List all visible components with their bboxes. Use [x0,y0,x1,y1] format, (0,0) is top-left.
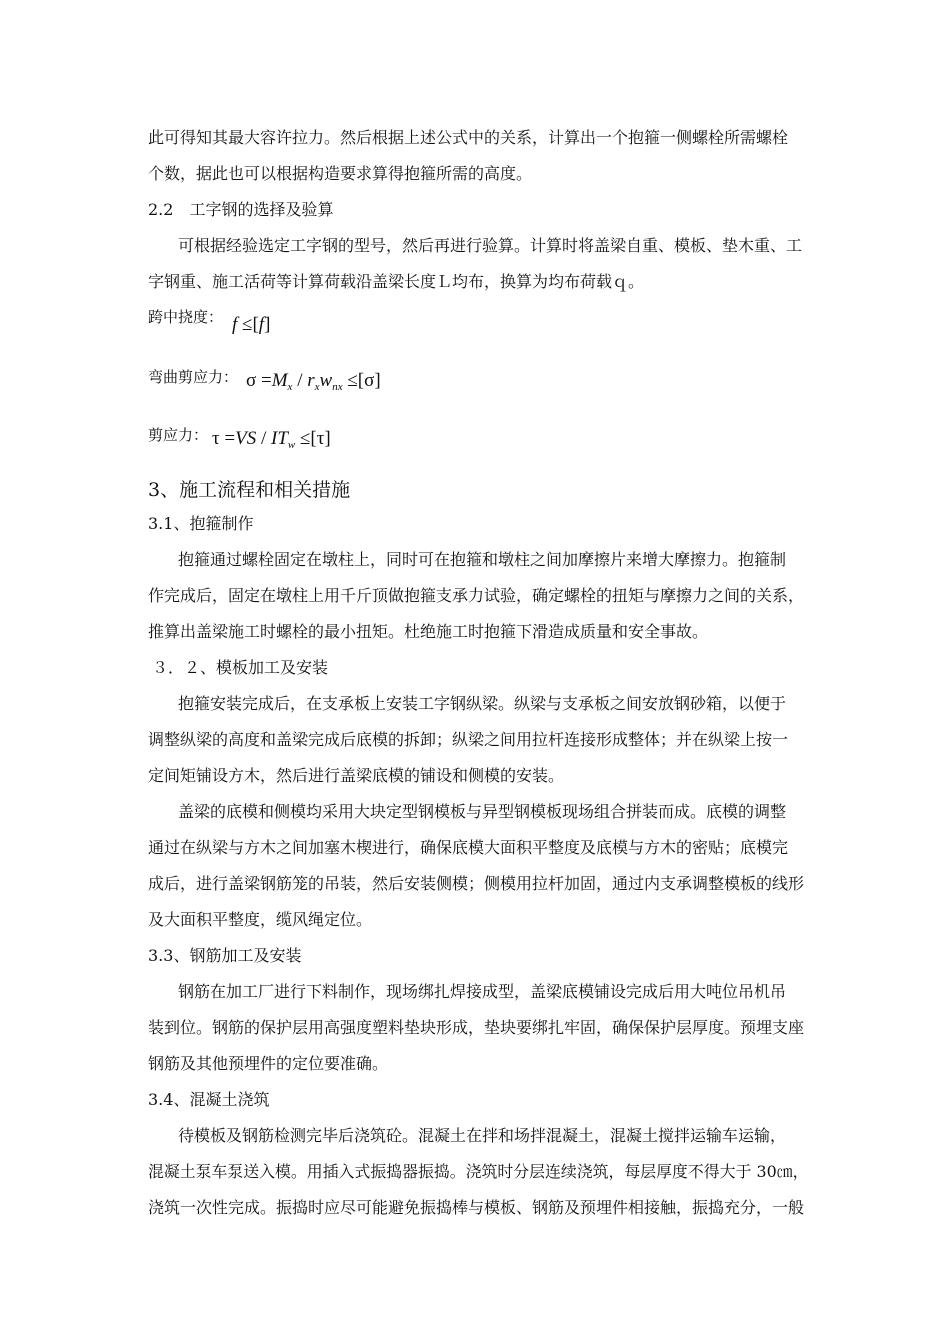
formula-bending-stress [246,370,381,393]
paragraph-line: 钢筋在加工厂进行下料制作，现场绑扎焊接成型，盖梁底模铺设完成后用大吨位吊机吊 [178,982,787,1001]
formula-symbol: / [256,428,271,449]
paragraph-line: 抱箍安装完成后，在支承板上安装工字钢纵梁。纵梁与支承板之间安放钢砂箱，以便于 [178,694,787,713]
paragraph-line: 装到位。钢筋的保护层用高强度塑料垫块形成，垫块要绑扎牢固，确保保护层厚度。预埋支座 [148,1018,805,1037]
section-heading-3-3: 3.3、钢筋加工及安装 [148,946,302,965]
formula-subscript: x [314,381,320,393]
paragraph-line: 字钢重、施工活荷等计算荷载沿盖梁长度Ｌ均布，换算为均布荷载ｑ。 [148,272,645,291]
paragraph-line: 浇筑一次性完成。振捣时应尽可能避免振捣棒与模板、钢筋及预埋件相接触，振捣充分，一般 [148,1198,805,1217]
paragraph-line: 调整纵梁的高度和盖梁完成后底模的拆卸；纵梁之间用拉杆连接形成整体；并在纵梁上按一 [148,730,789,749]
paragraph-line: 成后，进行盖梁钢筋笼的吊装，然后安装侧模；侧模用拉杆加固，通过内支承调整模板的线形 [148,874,805,893]
paragraph-line: 此可得知其最大容许拉力。然后根据上述公式中的关系，计算出一个抱箍一侧螺栓所需螺栓 [148,128,789,147]
formula-symbol: M [271,370,288,391]
formula-symbol: σ [246,370,257,391]
formula-label-shear-stress: 剪应力： [148,426,209,444]
paragraph-line: 及大面积平整度，缆风绳定位。 [148,910,373,929]
formula-symbol: IT [271,428,288,449]
paragraph-line: 抱箍通过螺栓固定在墩柱上，同时可在抱箍和墩柱之间加摩擦片来增大摩擦力。抱箍制 [178,550,787,569]
paragraph-line: 待模板及钢筋检测完毕后浇筑砼。混凝土在拌和场拌混凝土，混凝土搅拌运输车运输， [178,1126,787,1145]
formula-symbol: ≤[σ] [342,370,381,391]
formula-symbol: = [256,370,272,391]
section-heading-3-4: 3.4、混凝土浇筑 [148,1090,270,1109]
formula-symbol: f [232,314,238,335]
formula-symbol: w [319,370,333,391]
paragraph-line: 可根据经验选定工字钢的型号，然后再进行验算。计算时将盖梁自重、模板、垫木重、工 [178,236,803,255]
formula-deflection [232,314,270,336]
formula-shear-stress [212,428,331,451]
formula-symbol: ≤[τ] [295,428,331,449]
formula-symbol: ≤[ [237,314,259,335]
formula-symbol: τ [212,428,220,449]
formula-label-bending-stress: 弯曲剪应力： [148,368,239,386]
formula-symbol: / [292,370,308,391]
paragraph-line: 盖梁的底模和侧模均采用大块定型钢模板与异型钢模板现场组合拼装而成。底模的调整 [178,802,787,821]
paragraph-line: 通过在纵梁与方木之间加塞木楔进行，确保底模大面积平整度及底模与方木的密贴；底模完 [148,838,789,857]
formula-symbol: = [219,428,236,449]
paragraph-line: 钢筋及其他预埋件的定位要准确。 [148,1054,389,1073]
paragraph-line: 个数，据此也可以根据构造要求算得抱箍所需的高度。 [148,164,533,183]
formula-subscript: w [287,439,296,451]
formula-symbol: r [307,370,315,391]
formula-label-deflection: 跨中挠度： [148,308,224,326]
section-heading-2-2: 2.2 工字钢的选择及验算 [148,200,334,219]
paragraph-line: 作完成后，固定在墩柱上用千斤顶做抱箍支承力试验，确定螺栓的扭矩与摩擦力之间的关系， [148,586,805,605]
section-heading-3-1: 3.1、抱箍制作 [148,514,254,533]
paragraph-line: 定间矩铺设方木，然后进行盖梁底模的铺设和侧模的安装。 [148,766,565,785]
formula-subscript: x [287,381,293,393]
section-heading-3: 3、施工流程和相关措施 [148,479,351,501]
section-heading-3-2: ３．２、模板加工及安装 [152,658,329,677]
paragraph-line: 混凝土泵车泵送入模。用插入式振捣器振捣。浇筑时分层连续浇筑，每层厚度不得大于 30㎝， [148,1162,809,1181]
paragraph-line: 推算出盖梁施工时螺栓的最小扭矩。杜绝施工时抱箍下滑造成质量和安全事故。 [148,622,709,641]
formula-symbol: ] [264,314,271,335]
formula-subscript: nx [332,381,343,393]
formula-symbol: f [258,314,265,335]
formula-symbol: VS [235,428,257,449]
